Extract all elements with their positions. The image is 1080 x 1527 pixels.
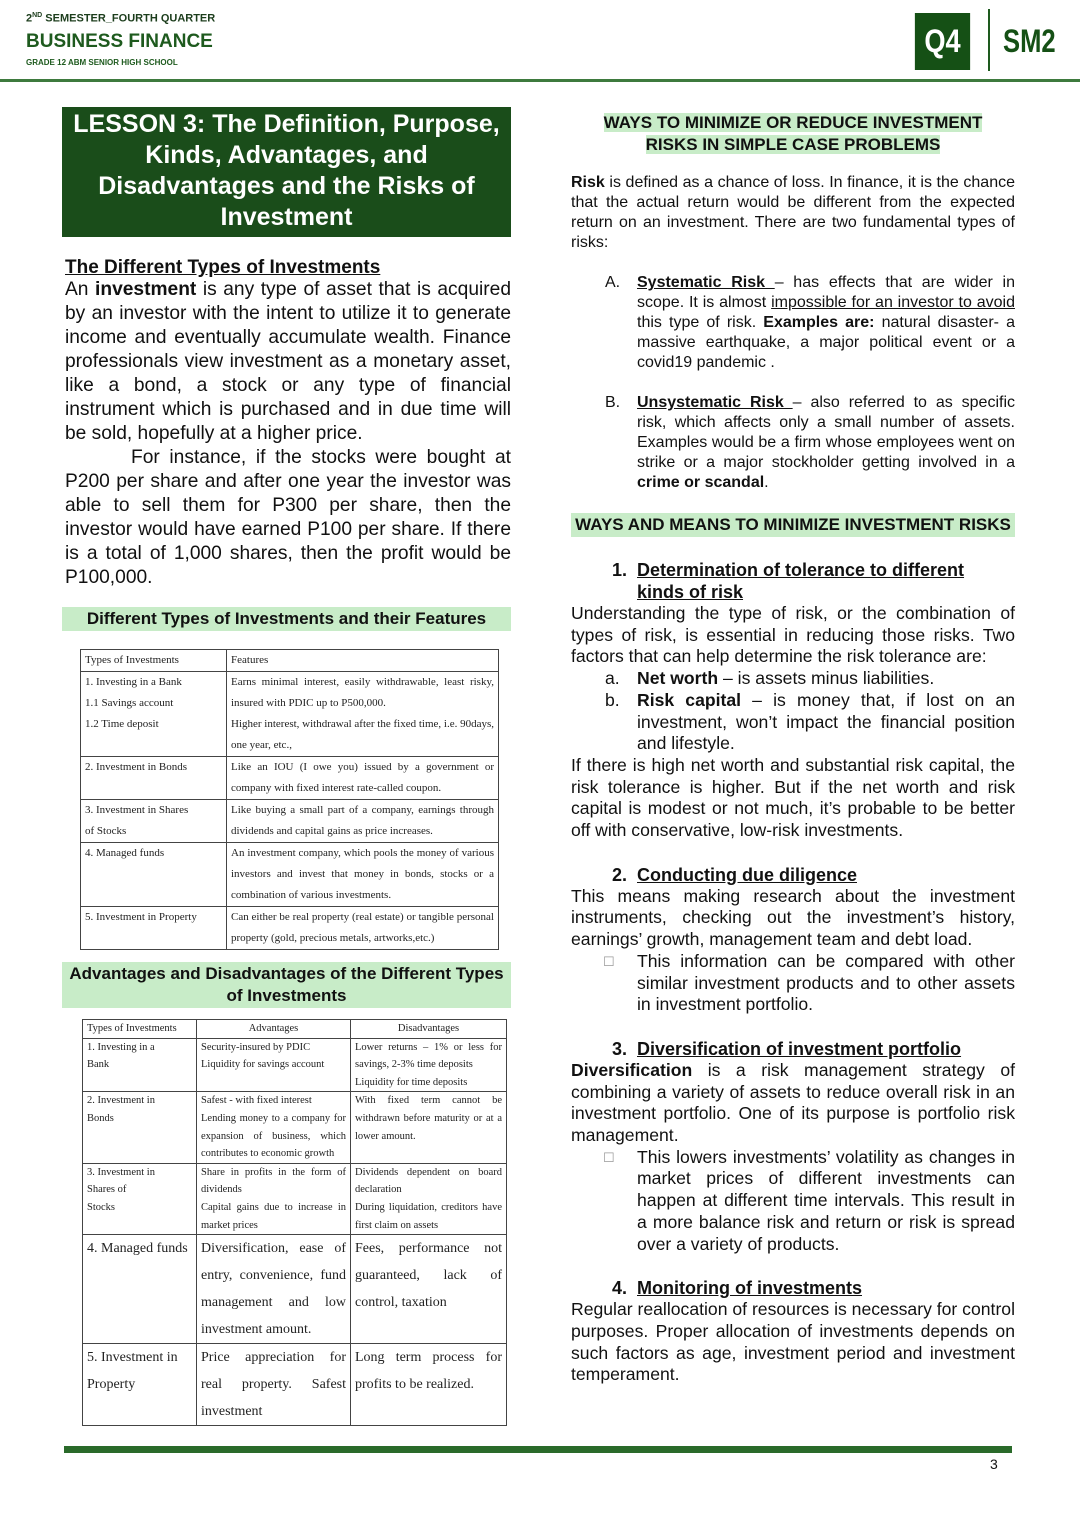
text-run: Unsystematic Risk (637, 394, 793, 411)
item2-paragraph: This means making research about the investment instruments, checking out the investment’s history, earnings’ growth, management team and debt load. (571, 885, 1015, 950)
empty-square-icon: ☐ (603, 953, 615, 969)
table-cell: Fees, performance not guaranteed, lack of control, taxation (351, 1235, 507, 1344)
table-cell: Dividends dependent on board declaration During liquidation, creditors have first claim on assets (351, 1163, 507, 1234)
table-cell: 2. Investment in Bonds (81, 757, 227, 800)
table-cell: Long term process for profits to be realized. (351, 1344, 507, 1426)
column-header: Advantages (197, 1020, 351, 1039)
text-run: natural disaster- a massive earthquake, a major political event or a covid19 pandemic . (637, 314, 1015, 371)
table-cell: 5. Investment in Property (81, 907, 227, 950)
table-row (83, 1235, 507, 1344)
list-marker: b. (605, 689, 620, 710)
item-number: 3. (611, 1038, 627, 1059)
net-worth-item (571, 668, 1015, 690)
unsystematic-risk-text (637, 393, 1015, 493)
advantages-disadvantages-table (82, 1019, 507, 1426)
table-cell: Security-insured by PDIC Liquidity for savings account (197, 1038, 351, 1092)
table2-title: Advantages and Disadvantages of the Different Types of Investments (62, 962, 511, 1008)
page-number: 3 (990, 1456, 998, 1472)
item2-bullet (571, 951, 1015, 1016)
text-run: An (65, 279, 96, 300)
table-row (83, 1163, 507, 1234)
table-cell: 3. Investment in Shares of Stocks (81, 800, 227, 843)
text-run: this type of risk. (637, 314, 764, 331)
section-title: The Different Types of Investments (65, 257, 381, 278)
text-run: – is assets minus liabilities. (718, 668, 935, 689)
table-cell: 1. Investing in a Bank (83, 1038, 197, 1092)
text-run: Examples are: (763, 314, 875, 331)
table-cell: Safest - with fixed interest Lending money to a company for expansion of business, which contributes to economic growth (197, 1092, 351, 1163)
table-cell: Share in profits in the form of dividends Capital gains due to increase in market prices (197, 1163, 351, 1234)
table-row (81, 757, 499, 800)
empty-square-icon: ☐ (603, 1149, 615, 1165)
risk-definition (571, 173, 1015, 253)
table-header-row (83, 1020, 507, 1039)
text-run: investment (95, 279, 197, 300)
text-run: crime or scandal (637, 474, 765, 491)
table-cell: 1. Investing in a Bank 1.1 Savings account 1.2 Time deposit (81, 672, 227, 757)
risk-capital-text (637, 690, 1015, 755)
item3-paragraph (571, 1060, 1015, 1147)
module-label: SM2 (1003, 23, 1056, 59)
text-run: . (764, 474, 769, 491)
table-cell: Price appreciation for real property. Safest investment (197, 1344, 351, 1426)
table-header-row (81, 650, 499, 672)
table-cell: 5. Investment in Property (83, 1344, 197, 1426)
risk-capital-item (571, 690, 1015, 755)
risk-heading-line2: RISKS IN SIMPLE CASE PROBLEMS (645, 135, 941, 154)
column-header: Disadvantages (351, 1020, 507, 1039)
text-run: is any type of asset that is acquired by an investor with the intent to utilize it to generate income and eventually accumulate wealth. Finance professionals view investment as a monetary asset, like a bond, a stock or any type of financial instrument which is purchased and in due time will be sold, hopefully at a higher price. (65, 279, 511, 444)
text-run: Net worth (637, 668, 719, 689)
table-row (81, 800, 499, 843)
header-rule (0, 79, 1080, 82)
item2-heading (571, 864, 1015, 886)
item-number: 4. (611, 1278, 627, 1299)
table-row (81, 843, 499, 907)
lesson-title: LESSON 3: The Definition, Purpose, Kinds, Advantages, and Disadvantages and the Risks of Investment (62, 107, 511, 237)
footer-rule (64, 1446, 1012, 1453)
subject-title: BUSINESS FINANCE (26, 31, 213, 52)
text-run: – has effects that are wider in scope. It is almost (637, 274, 1015, 311)
table-row (83, 1092, 507, 1163)
table-cell: Like buying a small part of a company, earnings through dividends and capital gains as price increases. (227, 800, 499, 843)
table-cell: Can either be real property (real estate) or tangible personal property (gold, precious metals, artworks,etc.) (227, 907, 499, 950)
item3-bullet (571, 1147, 1015, 1256)
table-row (81, 907, 499, 950)
item-title: Determination of tolerance to different kinds of risk (637, 560, 965, 602)
table-row (83, 1344, 507, 1426)
item1-heading (571, 559, 1015, 603)
risk-heading (571, 112, 1015, 156)
right-column (571, 112, 1015, 1386)
header-divider (988, 9, 990, 71)
item1-conclusion: If there is high net worth and substantial risk capital, the risk tolerance is higher. But if the net worth and risk capital is modest or not much, it’s probable to be better off with conservative, low-risk investments. (571, 754, 1015, 841)
investment-features-table (80, 649, 499, 950)
bullet-text: This lowers investments’ volatility as changes in market prices of different investments can happen at different time intervals. This result in a more balance risk and return or risk is spread over a variety of products. (637, 1146, 1015, 1254)
text-run: Systematic Risk (637, 274, 775, 291)
table-cell: Diversification, ease of entry, convenience, fund management and low investment amount. (197, 1235, 351, 1344)
column-header: Types of Investments (81, 650, 227, 672)
risk-heading-line1: WAYS TO MINIMIZE OR REDUCE INVESTMENT (603, 113, 983, 132)
list-marker: a. (605, 668, 620, 689)
item-number: 1. (611, 560, 627, 580)
item4-heading (571, 1277, 1015, 1299)
text-run: Risk capital (637, 689, 742, 710)
item-title: Conducting due diligence (637, 864, 857, 885)
table-cell: 4. Managed funds (81, 843, 227, 907)
text-run: Diversification (571, 1059, 693, 1080)
item-number: 2. (611, 864, 627, 885)
text-run: impossible for an investor to avoid (771, 294, 1015, 311)
text-run: – also referred to as specific risk, which affects only a small number of assets. Examples would be a firm whose employees went on strike or a major stockholder getting involved in a (637, 394, 1015, 471)
item4-paragraph: Regular reallocation of resources is necessary for control purposes. Proper allocation of investments depends on such factors as age, investment period and investment temperament. (571, 1299, 1015, 1385)
text-run: Risk (571, 174, 605, 191)
table1-title: Different Types of Investments and their Features (62, 607, 511, 631)
bullet-text: This information can be compared with other similar investment products and to other assets in investment portfolio. (637, 950, 1015, 1015)
table-cell: An investment company, which pools the money of various investors and invest that money in bonds, stocks or a combination of various investments. (227, 843, 499, 907)
text-run: is a risk management strategy of combining a variety of assets to reduce overall risk in an investment portfolio. One of its purpose is portfolio risk management. (571, 1059, 1015, 1146)
table-cell: 2. Investment in Bonds (83, 1092, 197, 1163)
semester-suffix: ND (32, 12, 43, 19)
left-column (62, 107, 511, 1426)
table-cell: Earns minimal interest, easily withdrawable, least risky, insured with PDIC up to P500,000. Higher interest, withdrawal after the fixed time, i.e. 90days, one year, etc., (227, 672, 499, 757)
table-cell: With fixed term cannot be withdrawn before maturity or at a lower amount. (351, 1092, 507, 1163)
item1-paragraph: Understanding the type of risk, or the combination of types of risk, is essential in reducing those risks. Two factors that can help determine the risk tolerance are: (571, 603, 1015, 667)
text-run: is defined as a chance of loss. In finance, it is the chance that the actual return would be different from the expected return on an investment. There are two fundamental types of risks: (571, 174, 1015, 251)
table-row (83, 1038, 507, 1092)
item3-heading (571, 1038, 1015, 1060)
column-header: Features (227, 650, 499, 672)
means-heading: WAYS AND MEANS TO MINIMIZE INVESTMENT RISKS (571, 513, 1015, 537)
table-cell: 3. Investment in Shares of Stocks (83, 1163, 197, 1234)
table-cell: Lower returns – 1% or less for savings, 2-3% time deposits Liquidity for time deposits (351, 1038, 507, 1092)
investment-definition (65, 278, 511, 446)
semester-number: 2 (26, 12, 33, 25)
systematic-risk-item (571, 273, 1015, 373)
item-title: Monitoring of investments (637, 1278, 862, 1299)
text-run: For instance, if the stocks were bought at P200 per share and after one year the investor was able to sell them for P300 per share, then the investor would have earned P100 per share. If there is a total of 1,000 shares, then the profit would be P100,000. (65, 447, 511, 588)
table-cell: 4. Managed funds (83, 1235, 197, 1344)
net-worth-text (637, 668, 1015, 690)
text-run: – is money that, if lost on an investment, won’t impact the financial position and lifestyle. (637, 689, 1015, 754)
table-row (81, 672, 499, 757)
semester-text: SEMESTER_FOURTH QUARTER (42, 12, 216, 25)
quarter-badge: Q4 (915, 13, 970, 70)
investment-example (65, 446, 511, 590)
grade-label: GRADE 12 ABM SENIOR HIGH SCHOOL (26, 58, 178, 67)
unsystematic-risk-item (571, 393, 1015, 493)
list-marker: B. (605, 394, 621, 411)
item-title: Diversification of investment portfolio (637, 1038, 962, 1059)
column-header: Types of Investments (83, 1020, 197, 1039)
semester-label (26, 12, 215, 25)
table-cell: Like an IOU (I owe you) issued by a government or company with fixed interest rate-called coupon. (227, 757, 499, 800)
systematic-risk-text (637, 273, 1015, 373)
list-marker: A. (605, 274, 621, 291)
